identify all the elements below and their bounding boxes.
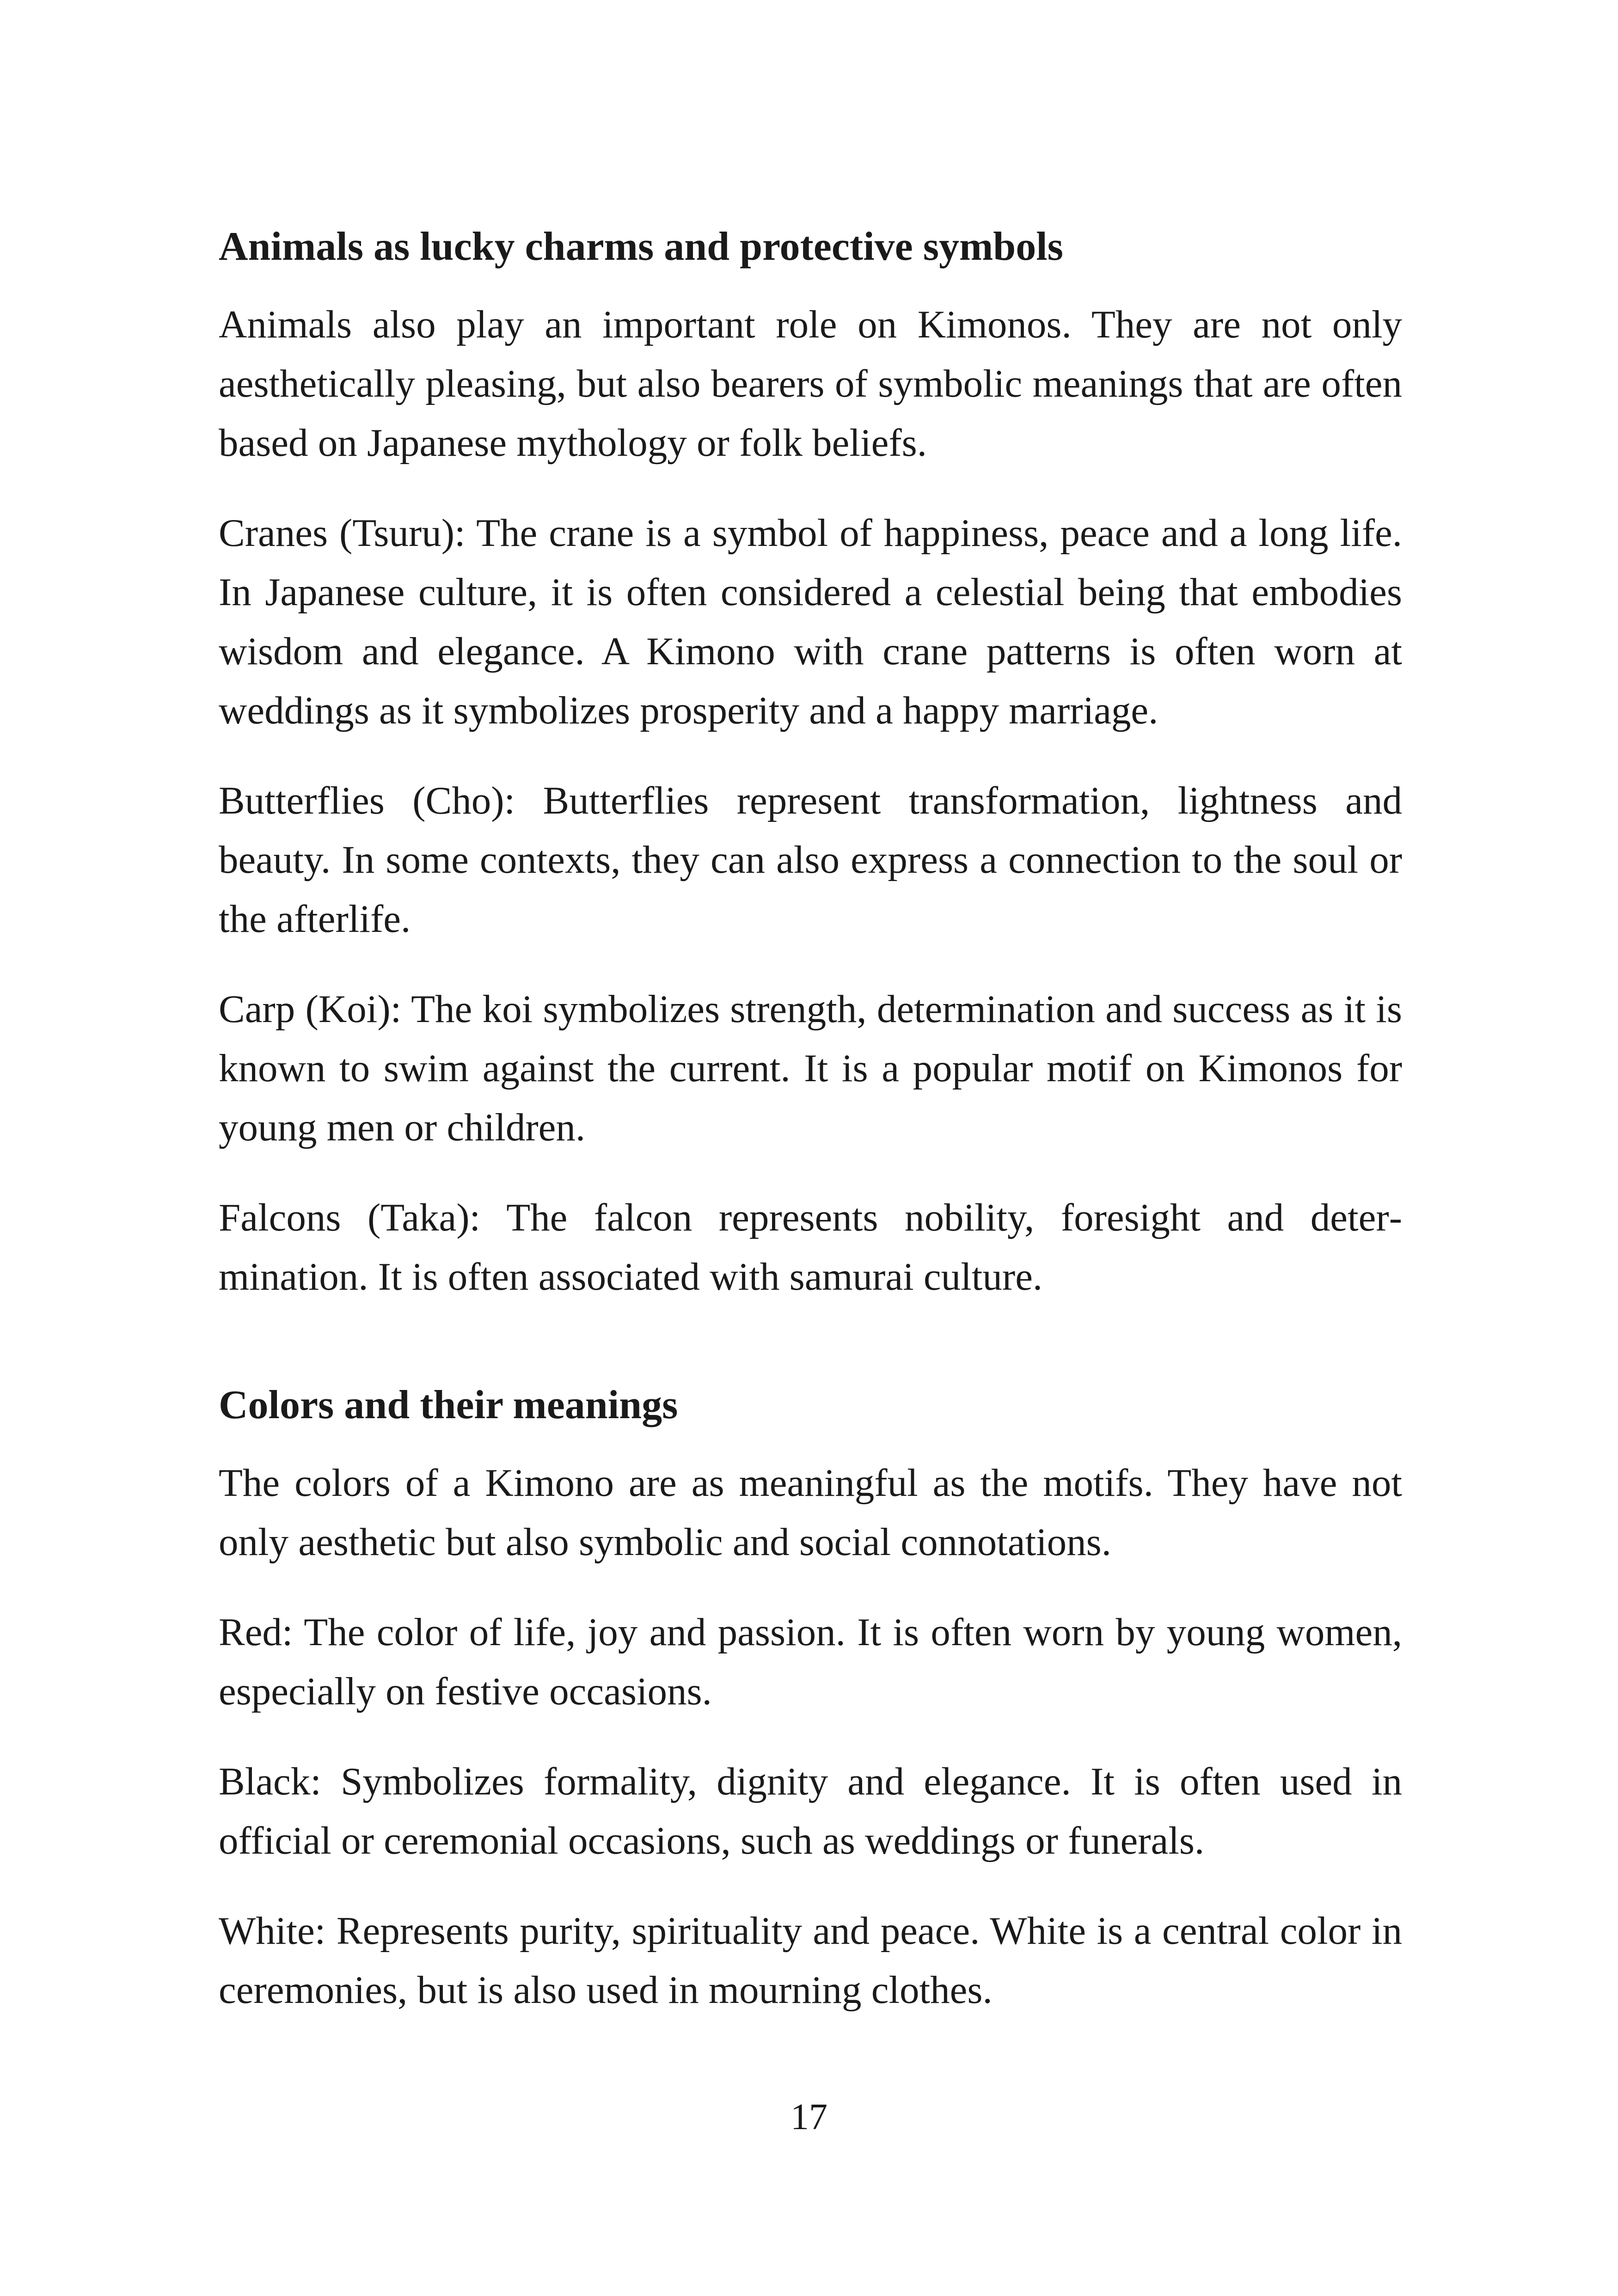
paragraph-carp: Carp (Koi): The koi symbolizes strength, determination and success as it is known to swim against the current. It is a popular motif on Kimonos for young men or children. — [219, 987, 1402, 1149]
section-heading-colors: Colors and their meanings — [219, 1383, 678, 1427]
paragraph-butterflies: Butterflies (Cho): Butterflies represent transformation, lightness and beauty. In some contexts, they can also express a connection to the soul or the afterlife. — [219, 779, 1402, 941]
paragraph-colors-intro: The colors of a Kimono are as meaningful as the motifs. They have not only aesthetic but also symbolic and social connotations. — [219, 1461, 1402, 1564]
page-number: 17 — [791, 2097, 827, 2137]
page-content — [219, 217, 1402, 2020]
paragraph-black: Black: Symbolizes formality, dignity and elegance. It is often used in official or ceremonial occasions, such as weddings or funerals. — [219, 1760, 1402, 1862]
section-heading-animals: Animals as lucky charms and protective symbols — [219, 224, 1063, 269]
paragraph-cranes: Cranes (Tsuru): The crane is a symbol of happiness, peace and a long life. In Japanese culture, it is often considered a celestial being that embodies wisdom and elegance. A Kimono with crane patterns is often worn at weddings as it symbolizes prosperity and a happy marriage. — [219, 511, 1402, 732]
paragraph-animals-intro: Animals also play an important role on Kimonos. They are not only aesthetically pleasing, but also bearers of symbolic meanings that are often based on Japanese mythology or folk beliefs. — [219, 303, 1402, 465]
paragraph-red: Red: The color of life, joy and passion. It is often worn by young women, especially on festive occasions. — [219, 1610, 1402, 1713]
paragraph-white: White: Represents purity, spirituality and peace. White is a central color in ceremonies, but is also used in mourning clothes. — [219, 1909, 1402, 2012]
paragraph-falcons: Falcons (Taka): The falcon represents nobility, foresight and determination. It is often associated with samurai culture. — [219, 1196, 1402, 1298]
